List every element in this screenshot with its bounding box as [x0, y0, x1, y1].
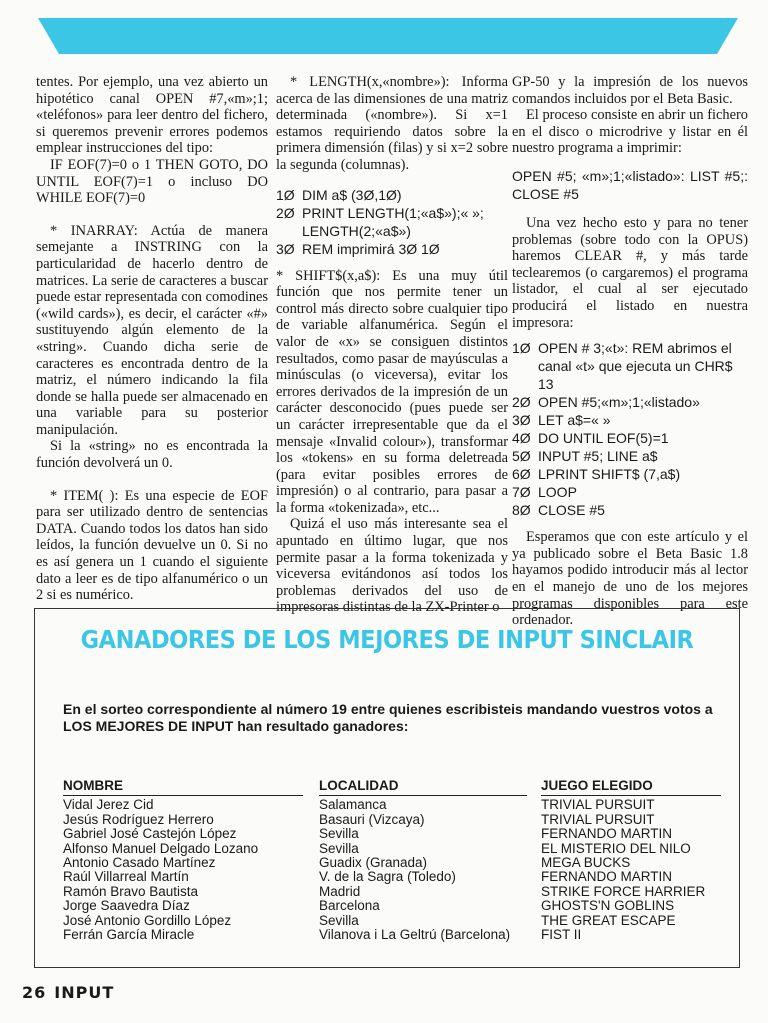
winner-place: Sevilla — [319, 840, 359, 856]
line-number: 7Ø — [512, 484, 531, 501]
winner-name: Vidal Jerez Cid — [63, 797, 154, 813]
winner-place: V. de la Sagra (Toledo) — [319, 869, 456, 885]
winner-place: Vilanova i La Geltrú (Barcelona) — [319, 927, 511, 943]
winner-name: Antonio Casado Martínez — [63, 855, 216, 871]
column-header-place: LOCALIDAD — [319, 779, 527, 796]
line-number: 3Ø — [512, 412, 531, 429]
winners-box — [34, 608, 740, 968]
line-number: 1Ø — [276, 186, 295, 203]
column-header-name: NOMBRE — [63, 779, 303, 796]
header-banner — [38, 18, 738, 54]
paragraph: * INARRAY: Actúa de manera semejante a INSTRING con la particularidad de hacerlo dentro de matrices. La serie de caracteres a buscar puede estar representada con comodines («wild cards»), es decir, el carácter «#» sustituyendo algún elemento de la «string». Cuando dicha serie de caracteres es encontrada dentro de la matriz, el número indicando la fila donde se halla puede ser almacenado en una variable para su posterior manipulación. — [36, 222, 268, 438]
winner-place: Salamanca — [319, 797, 387, 813]
winner-name: José Antonio Gordillo López — [63, 912, 232, 928]
line-number: 2Ø — [512, 394, 531, 411]
code-text: CLOSE #5 — [538, 502, 605, 519]
winners-name-column — [63, 779, 303, 942]
article-column-2 — [276, 74, 508, 616]
winner-game: TRIVIAL PURSUIT — [541, 811, 655, 827]
line-number: 6Ø — [512, 466, 531, 483]
winner-game: STRIKE FORCE HARRIER — [541, 883, 706, 899]
code-line — [512, 339, 748, 393]
winner-place: Guadix (Granada) — [319, 855, 428, 871]
line-number: 1Ø — [512, 340, 531, 357]
line-number: 3Ø — [276, 240, 295, 257]
line-number: 2Ø — [276, 204, 295, 221]
code-command: OPEN #5; «m»;1;«listado»: LIST #5;: CLOSE #5 — [512, 167, 748, 202]
winner-name: Jesús Rodríguez Herrero — [63, 811, 214, 827]
code-line — [276, 186, 508, 204]
page-footer — [22, 983, 114, 1002]
winner-place: Sevilla — [319, 912, 359, 928]
winners-title: GANADORES DE LOS MEJORES DE INPUT SINCLAIR — [80, 625, 694, 654]
column-header-game: JUEGO ELEGIDO — [541, 779, 721, 796]
paragraph: IF EOF(7)=0 o 1 THEN GOTO, DO UNTIL EOF(7)=1 o incluso DO WHILE EOF(7)=0 — [36, 156, 268, 207]
winner-game: THE GREAT ESCAPE — [541, 912, 676, 928]
paragraph: tentes. Por ejemplo, una vez abierto un hipotético canal OPEN #7,«m»;1; «teléfonos» para leer dentro del fichero, si queremos prevenir errores podemos emplear instrucciones del tipo: — [36, 74, 268, 157]
winner-game: TRIVIAL PURSUIT — [541, 797, 655, 813]
winner-game: EL MISTERIO DEL NILO — [541, 840, 691, 856]
code-text: PRINT LENGTH(1;«a$»);« »; LENGTH(2;«a$») — [302, 204, 484, 239]
code-line — [512, 465, 748, 483]
paragraph: * LENGTH(x,«nombre»): Informa acerca de las dimensiones de una matriz determinada («nombre»). Si x=1 estamos requiriendo datos sobre la primera dimensión (filas) y si x=2 sobre la segunda (columnas). — [276, 74, 508, 173]
winner-game: GHOSTS'N GOBLINS — [541, 898, 675, 914]
code-text: LOOP — [538, 484, 577, 501]
code-line — [512, 447, 748, 465]
winner-name: Ramón Bravo Bautista — [63, 883, 199, 899]
code-text: DIM a$ (3Ø,1Ø) — [302, 186, 402, 203]
winner-game: FERNANDO MARTIN — [541, 869, 673, 885]
paragraph: * SHIFT$(x,a$): Es una muy útil función que nos permite tener un control más directo sobre cualquier tipo de variable alfanumérica. Según el valor de «x» se consiguen distintos resultados, como pasar de mayúsculas a minúsculas (o viceversa), evitar los errores derivados de la impresión de un carácter desconocido (pues puede ser un carácter irrepresentable que da el mensaje «Invalid colour»), transformar los «tokens» en su forma deletreada (para evitar posibles errores de impresión) o al contrario, para pasar a la forma «tokenizada», etc... — [276, 267, 508, 516]
code-line — [512, 393, 748, 411]
winner-game: FIST II — [541, 927, 582, 943]
code-line — [512, 411, 748, 429]
code-line — [512, 429, 748, 447]
code-text: LPRINT SHIFT$ (7,a$) — [538, 466, 681, 483]
code-text: OPEN # 3;«t»: REM abrimos el canal «t» que ejecuta un CHR$ 13 — [538, 340, 733, 393]
line-number: 4Ø — [512, 430, 531, 447]
winner-place: Basauri (Vizcaya) — [319, 811, 425, 827]
paragraph: Esperamos que con este artículo y el ya publicado sobre el Beta Basic 1.8 hayamos podido introducir más al lector en el manejo de uno de los mejores programas disponibles para este ordenador. — [512, 529, 748, 629]
winners-game-column — [541, 779, 721, 942]
winner-game: MEGA BUCKS — [541, 855, 631, 871]
code-line — [512, 501, 748, 519]
code-listing — [276, 186, 508, 258]
code-text: OPEN #5;«m»;1;«listado» — [538, 394, 700, 411]
winner-name: Raúl Villarreal Martín — [63, 869, 189, 885]
code-line — [276, 204, 508, 240]
article-column-1 — [36, 74, 268, 604]
paragraph: Si la «string» no es encontrada la función devolverá un 0. — [36, 438, 268, 472]
code-listing — [512, 339, 748, 519]
code-text: REM imprimirá 3Ø 1Ø — [302, 240, 440, 257]
winner-name: Jorge Saavedra Díaz — [63, 898, 190, 914]
winners-place-column — [319, 779, 527, 942]
line-number: 5Ø — [512, 448, 531, 465]
line-number: 8Ø — [512, 502, 531, 519]
winner-place: Barcelona — [319, 898, 380, 914]
code-line — [512, 483, 748, 501]
winner-name: Ferrán García Miracle — [63, 927, 195, 943]
winner-game: FERNANDO MARTIN — [541, 826, 673, 842]
code-text: DO UNTIL EOF(5)=1 — [538, 430, 669, 447]
code-line — [276, 240, 508, 258]
winner-name: Alfonso Manuel Delgado Lozano — [63, 840, 259, 856]
winner-place: Sevilla — [319, 826, 359, 842]
article-column-3 — [512, 74, 748, 629]
paragraph: El proceso consiste en abrir un fichero en el disco o microdrive y listar en él nuestro programa a imprimir: — [512, 107, 748, 157]
paragraph: * ITEM( ): Es una especie de EOF para ser utilizado dentro de sentencias DATA. Cuando todos los datos han sido leídos, la función devuelve un 0. Si no es así genera un 1 cuando el siguiente dato a leer es de tipo alfanumérico o un 2 si es numérico. — [36, 487, 268, 604]
winner-place: Madrid — [319, 883, 361, 899]
winners-intro: En el sorteo correspondiente al número 19 entre quienes escribisteis mandando vuestros votos a LOS MEJORES DE INPUT han resultado ganadores: — [63, 701, 713, 734]
paragraph: GP-50 y la impresión de los nuevos comandos incluidos por el Beta Basic. — [512, 74, 748, 107]
magazine-name: INPUT — [54, 983, 115, 1002]
code-text: INPUT #5; LINE a$ — [538, 448, 658, 465]
paragraph: Quizá el uso más interesante sea el apuntado en último lugar, que nos permite pasar a la forma tokenizada y viceversa evitándonos así todos los problemas derivados del uso de impresoras distintas de la ZX-Printer o — [276, 516, 508, 616]
page-number: 26 — [22, 983, 47, 1002]
paragraph: Una vez hecho esto y para no tener problemas (sobre todo con la OPUS) haremos CLEAR #, y más tarde teclearemos (o cargaremos) el programa listador, el cual al ser ejecutado producirá el listado en nuestra impresora: — [512, 214, 748, 331]
code-text: LET a$=« » — [538, 412, 611, 429]
winner-name: Gabriel José Castejón López — [63, 826, 237, 842]
